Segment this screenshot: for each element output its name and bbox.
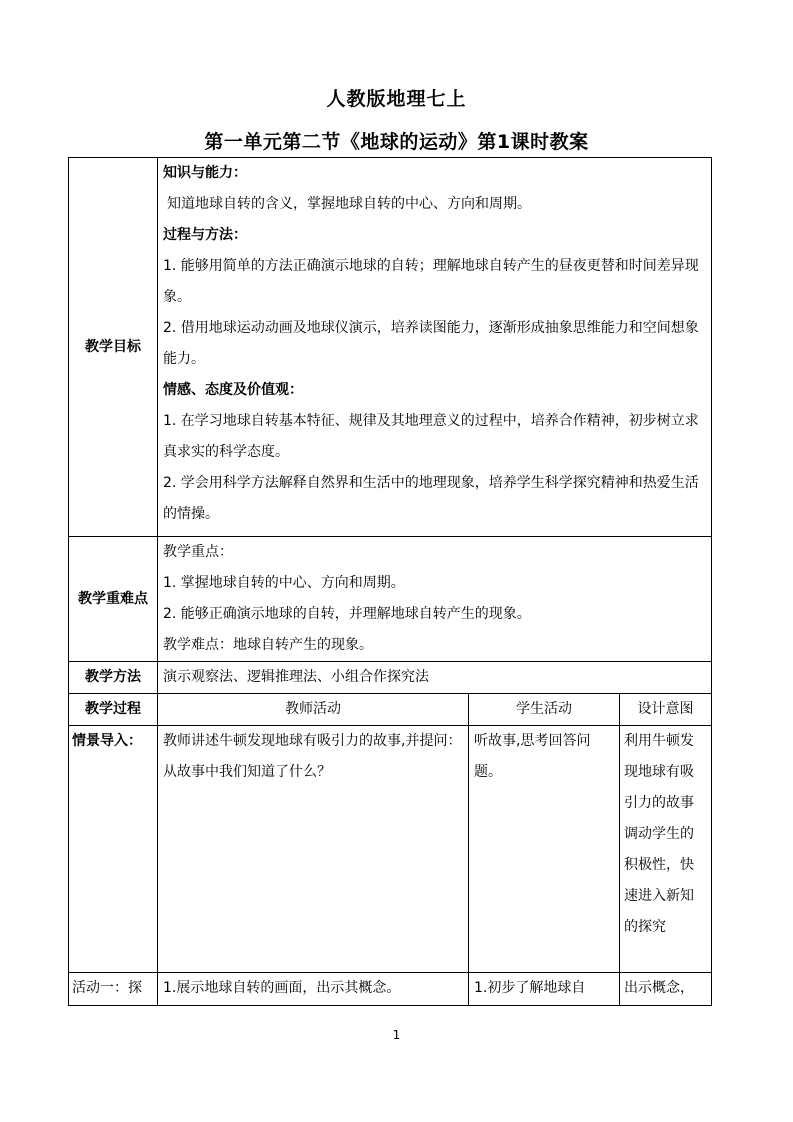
- design-intent-header: 设计意图: [620, 694, 712, 726]
- table-row: [69, 726, 712, 973]
- methods-text: 演示观察法、逻辑推理法、小组合作探究法: [158, 662, 712, 694]
- key-points-content: [158, 537, 712, 662]
- process-label: 教学过程: [69, 694, 158, 726]
- teacher-cell: 1.展示地球自转的画面，出示其概念。: [158, 973, 469, 1006]
- focus-item: 2. 能够正确演示地球的自转，并理解地球自转产生的现象。: [163, 606, 531, 622]
- student-cell: 1.初步了解地球自: [469, 973, 620, 1006]
- teacher-activity-header: 教师活动: [158, 694, 469, 726]
- table-row: [69, 973, 712, 1006]
- objectives-label: 教学目标: [69, 158, 158, 537]
- process-item: 1. 能够用简单的方法正确演示地球的自转；理解地球自转产生的昼夜更替和时间差异现象。: [163, 258, 699, 305]
- focus-item: 1. 掌握地球自转的中心、方向和周期。: [163, 575, 405, 591]
- student-activity-header: 学生活动: [469, 694, 620, 726]
- objectives-row: [69, 158, 712, 537]
- objectives-content: [158, 158, 712, 537]
- lesson-plan-table: [68, 157, 712, 1006]
- stage-cell: 活动一：探: [69, 973, 158, 1006]
- knowledge-heading: 知识与能力：: [163, 165, 247, 181]
- process-header-row: [69, 694, 712, 726]
- focus-heading: 教学重点：: [163, 544, 233, 560]
- document-title: 人教版地理七上: [326, 88, 467, 110]
- emotion-heading: 情感、态度及价值观：: [163, 382, 303, 398]
- document-subtitle: 第一单元第二节《地球的运动》第1课时教案: [204, 131, 589, 153]
- methods-row: [69, 662, 712, 694]
- process-heading: 过程与方法：: [163, 227, 247, 243]
- teacher-cell: 教师讲述牛顿发现地球有吸引力的故事,并提问：从故事中我们知道了什么？: [158, 726, 469, 973]
- methods-label: 教学方法: [69, 662, 158, 694]
- design-cell: 利用牛顿发现地球有吸引力的故事调动学生的积极性，快速进入新知的探究: [620, 726, 712, 973]
- stage-cell: 情景导入：: [69, 726, 158, 973]
- key-points-label: 教学重难点: [69, 537, 158, 662]
- key-points-row: [69, 537, 712, 662]
- emotion-item: 2. 学会用科学方法解释自然界和生活中的地理现象，培养学生科学探究精神和热爱生活的情操。: [163, 475, 699, 522]
- process-item: 2. 借用地球运动动画及地球仪演示，培养读图能力，逐渐形成抽象思维能力和空间想象能力。: [163, 320, 699, 367]
- design-cell: 出示概念，: [620, 973, 712, 1006]
- difficulty-text: 教学难点：地球自转产生的现象。: [163, 637, 373, 653]
- knowledge-text: 知道地球自转的含义，掌握地球自转的中心、方向和周期。: [167, 196, 531, 212]
- emotion-item: 1. 在学习地球自转基本特征、规律及其地理意义的过程中，培养合作精神，初步树立求真求实的科学态度。: [163, 413, 699, 460]
- page-number: 1: [392, 1028, 401, 1042]
- student-cell: 听故事,思考回答问题。: [469, 726, 620, 973]
